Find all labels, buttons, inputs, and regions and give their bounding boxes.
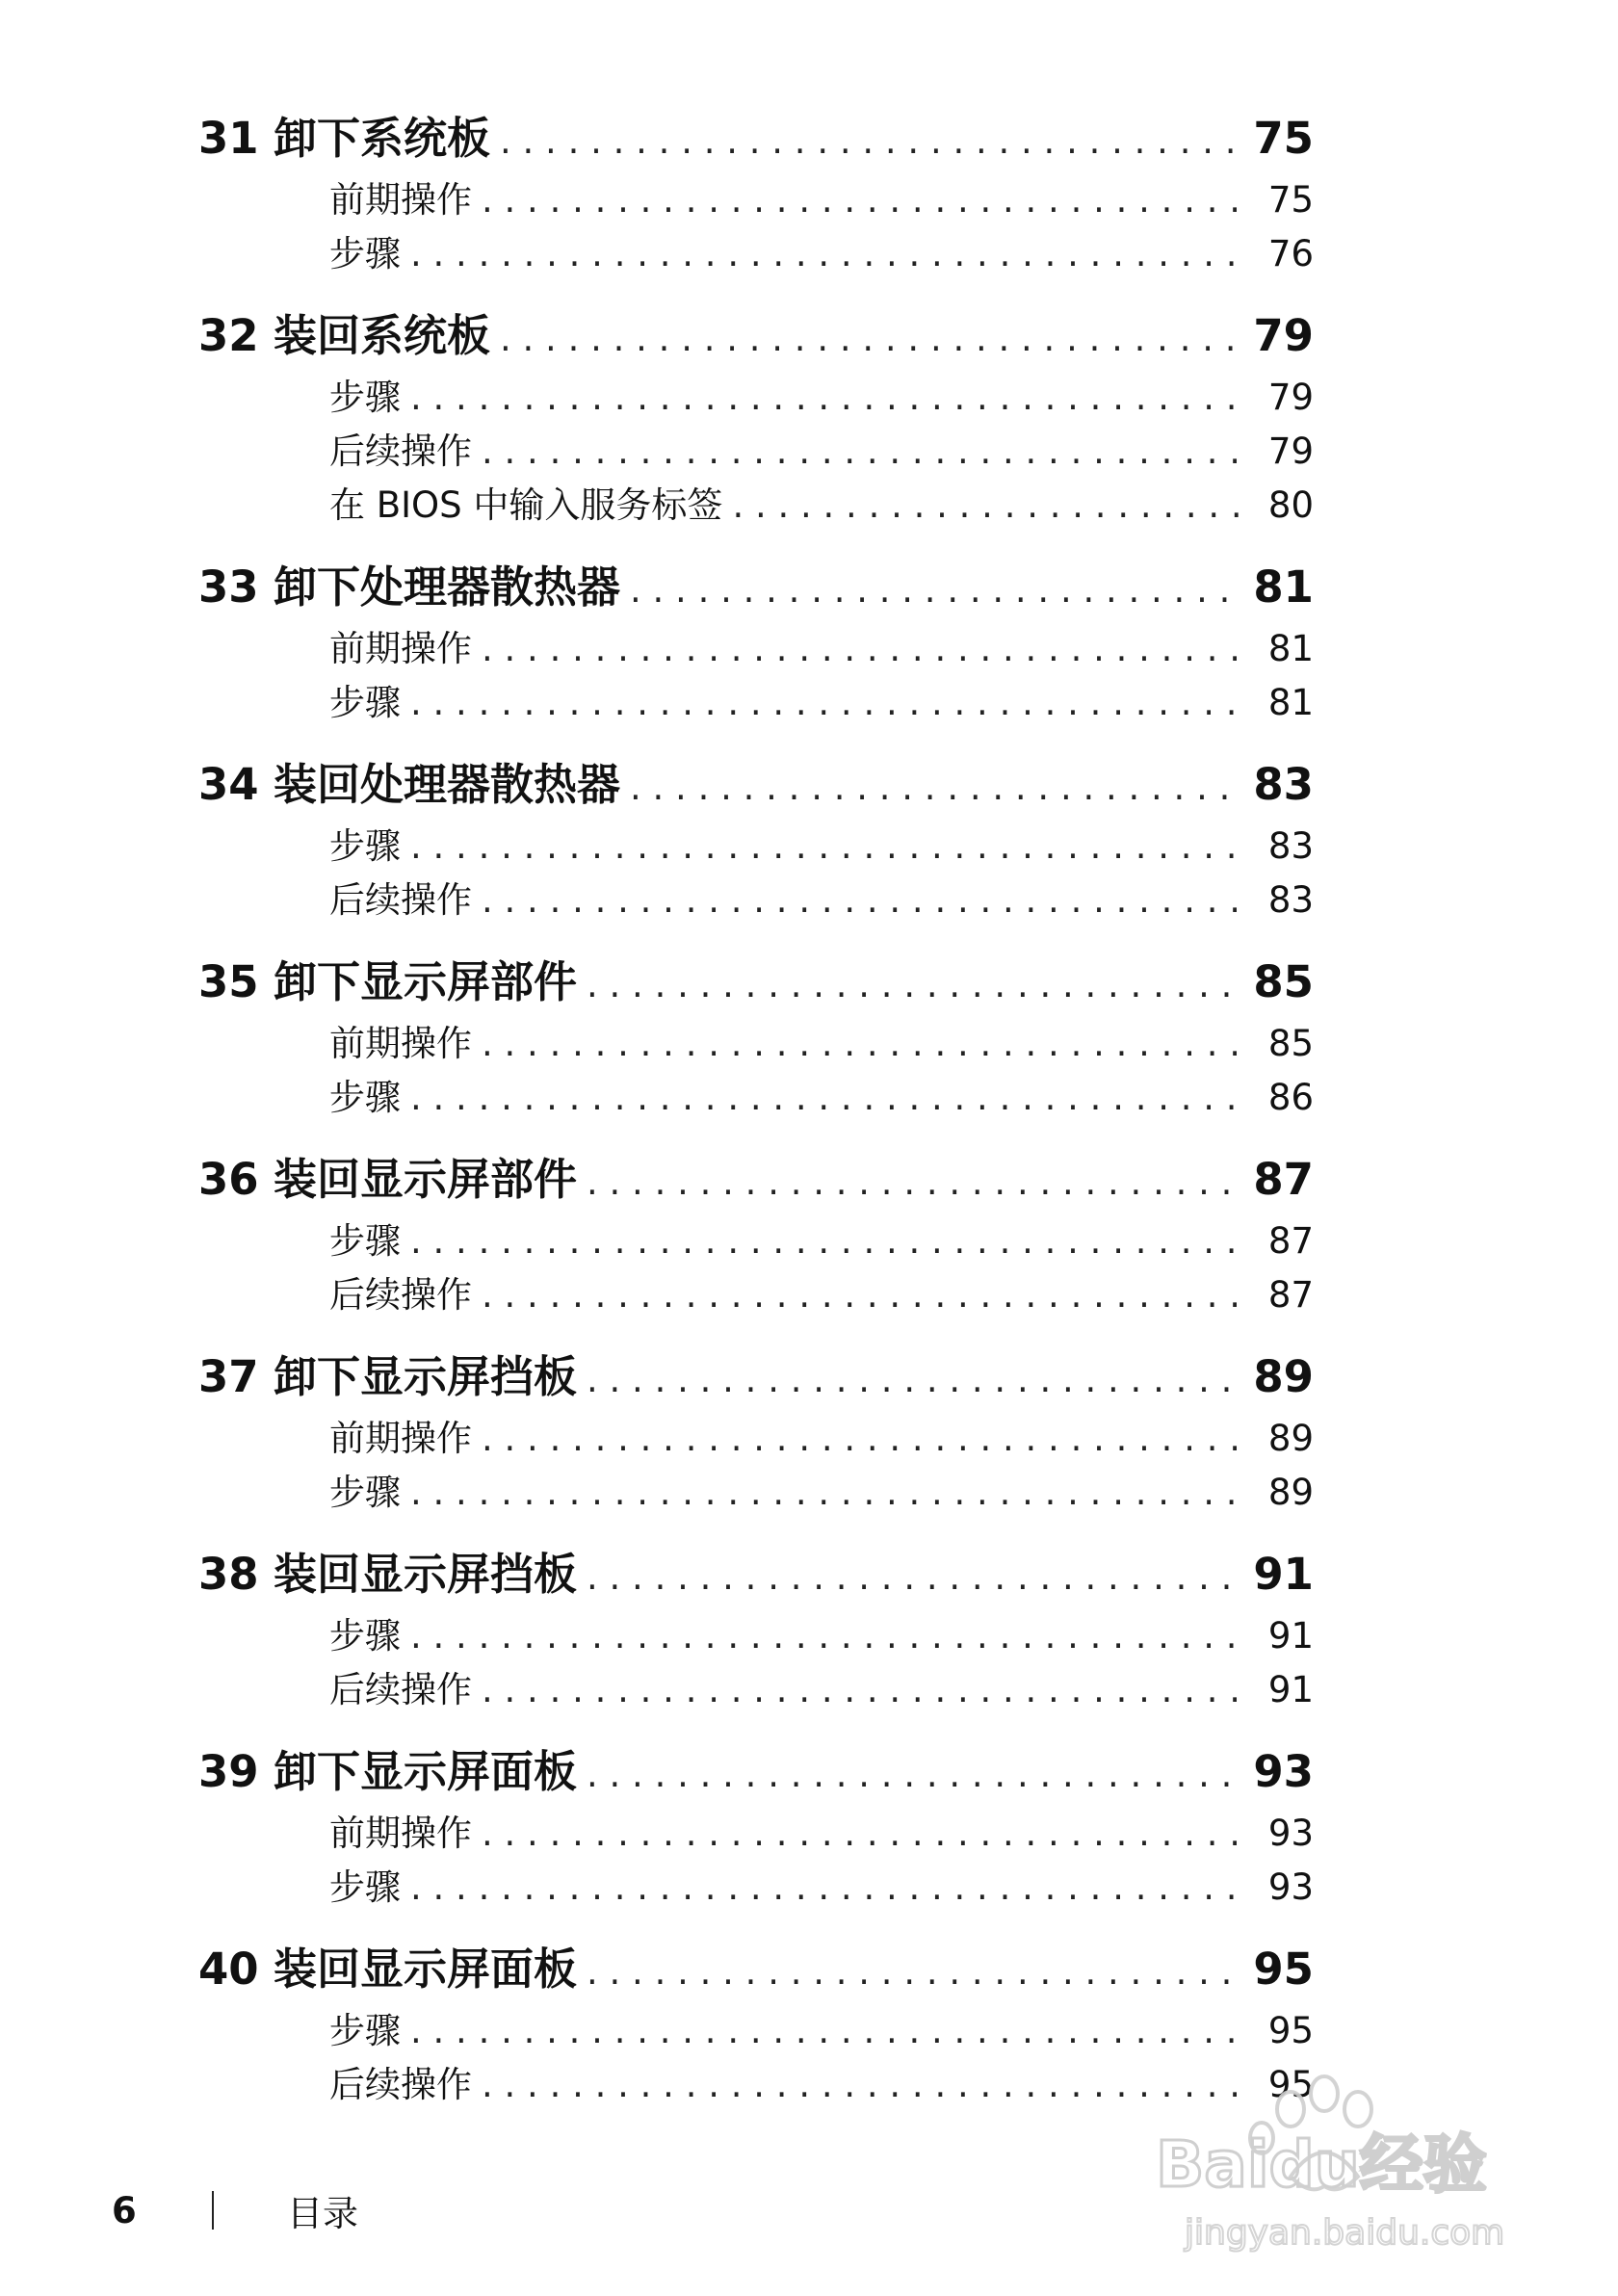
toc-section-entry[interactable] [198,227,1314,281]
dot-leader [410,371,1248,425]
section-title: 步骤 [329,1866,401,1908]
dot-leader [410,676,1248,730]
toc-section-entry[interactable] [198,820,1314,874]
toc-chapter-entry[interactable] [198,1343,1314,1412]
dot-leader [410,1861,1248,1915]
chapter-page-number: 85 [1253,956,1314,1007]
dot-leader [410,1071,1248,1125]
dot-leader [410,227,1248,281]
chapter-page-number: 81 [1253,561,1314,613]
section-page-number: 76 [1267,233,1314,274]
section-title: 后续操作 [329,1669,472,1710]
chapter-title: 装回显示屏挡板 [274,1549,578,1600]
toc-chapter [198,301,1314,533]
dot-leader [587,1540,1243,1612]
dot-leader [410,1214,1248,1268]
section-title: 前期操作 [329,628,472,669]
section-title: 在 BIOS 中输入服务标签 [329,484,723,526]
chapter-page-number: 89 [1253,1351,1314,1402]
chapter-title: 卸下显示屏挡板 [274,1351,578,1402]
toc-section-entry[interactable] [198,173,1314,227]
watermark-brand: Baidu经验 [1156,2127,1487,2202]
chapter-title: 装回显示屏面板 [274,1944,578,1995]
section-title: 后续操作 [329,2064,472,2105]
section-title: 前期操作 [329,1813,472,1854]
dot-leader [587,1935,1243,2007]
section-page-number: 79 [1267,430,1314,472]
section-page-number: 95 [1267,2010,1314,2051]
chapter-title: 装回系统板 [274,310,491,361]
section-page-number: 93 [1267,1866,1314,1908]
section-title: 前期操作 [329,1418,472,1459]
toc-chapter [198,553,1314,730]
section-page-number: 83 [1267,825,1314,867]
section-title: 后续操作 [329,430,472,472]
dot-leader [482,1017,1248,1071]
toc-section-entry[interactable] [198,1412,1314,1466]
dot-leader [482,622,1248,676]
toc-chapter-entry[interactable] [198,301,1314,371]
toc-chapter-entry[interactable] [198,1935,1314,2004]
chapter-page-number: 93 [1253,1746,1314,1797]
dot-leader [587,1737,1243,1810]
dot-leader [482,2058,1248,2112]
chapter-title: 卸下系统板 [274,113,491,164]
chapter-number: 38 [198,1549,259,1600]
dot-leader [482,173,1248,227]
toc-section-entry[interactable] [198,1663,1314,1717]
chapter-number: 33 [198,561,259,613]
section-page-number: 87 [1267,1274,1314,1316]
chapter-title: 装回显示屏部件 [274,1154,578,1205]
chapter-number: 31 [198,113,259,164]
toc-section-entry[interactable] [198,1609,1314,1663]
section-title: 后续操作 [329,879,472,921]
chapter-page-number: 75 [1253,113,1314,164]
chapter-number: 39 [198,1746,259,1797]
toc-chapter-entry[interactable] [198,1737,1314,1807]
dot-leader [410,1466,1248,1520]
dot-leader [482,1663,1248,1717]
dot-leader [587,1145,1243,1217]
dot-leader [410,820,1248,874]
baidu-watermark [1146,2061,1551,2263]
toc-chapter [198,750,1314,927]
toc-section-entry[interactable] [198,425,1314,479]
chapter-number: 35 [198,956,259,1007]
table-of-contents [198,104,1314,2132]
toc-section-entry[interactable] [198,622,1314,676]
section-page-number: 95 [1267,2064,1314,2105]
toc-chapter [198,104,1314,281]
chapter-page-number: 79 [1253,310,1314,361]
dot-leader [630,750,1243,822]
section-title: 步骤 [329,825,401,867]
dot-leader [500,104,1243,176]
chapter-page-number: 95 [1253,1944,1314,1995]
toc-section-entry[interactable] [198,874,1314,927]
section-page-number: 89 [1267,1472,1314,1513]
toc-section-entry[interactable] [198,1017,1314,1071]
section-page-number: 91 [1267,1615,1314,1657]
chapter-title: 卸下处理器散热器 [274,561,621,613]
section-title: 步骤 [329,2010,401,2051]
section-title: 步骤 [329,1220,401,1262]
watermark-url: jingyan.baidu.com [1185,2213,1505,2253]
chapter-number: 34 [198,759,259,810]
chapter-page-number: 91 [1253,1549,1314,1600]
chapter-title: 装回处理器散热器 [274,759,621,810]
dot-leader [630,553,1243,625]
section-page-number: 89 [1267,1418,1314,1459]
dot-leader [587,1343,1243,1415]
toc-chapter-entry[interactable] [198,1145,1314,1214]
toc-section-entry[interactable] [198,1466,1314,1520]
toc-section-entry[interactable] [198,1861,1314,1915]
section-title: 步骤 [329,682,401,723]
dot-leader [482,1268,1248,1322]
toc-section-entry[interactable] [198,1214,1314,1268]
chapter-number: 36 [198,1154,259,1205]
footer-section-title: 目录 [287,2193,358,2234]
section-title: 步骤 [329,233,401,274]
dot-leader [482,1412,1248,1466]
chapter-page-number: 83 [1253,759,1314,810]
footer-page-number: 6 [112,2189,137,2231]
toc-section-entry[interactable] [198,1268,1314,1322]
section-page-number: 93 [1267,1813,1314,1854]
section-page-number: 85 [1267,1023,1314,1064]
dot-leader [482,1807,1248,1861]
section-page-number: 86 [1267,1077,1314,1118]
section-page-number: 75 [1267,179,1314,221]
toc-chapter [198,948,1314,1125]
toc-chapter-entry[interactable] [198,948,1314,1017]
dot-leader [482,425,1248,479]
toc-chapter [198,1737,1314,1915]
section-page-number: 80 [1267,484,1314,526]
toc-chapter [198,1343,1314,1520]
toc-chapter [198,1540,1314,1717]
chapter-number: 32 [198,310,259,361]
toc-section-entry[interactable] [198,479,1314,533]
dot-leader [410,2004,1248,2058]
section-title: 步骤 [329,1077,401,1118]
section-title: 前期操作 [329,179,472,221]
dot-leader [482,874,1248,927]
section-title: 步骤 [329,377,401,418]
section-title: 后续操作 [329,1274,472,1316]
toc-section-entry[interactable] [198,1807,1314,1861]
section-page-number: 87 [1267,1220,1314,1262]
section-page-number: 91 [1267,1669,1314,1710]
page-footer [112,2184,358,2236]
dot-leader [732,479,1248,533]
chapter-page-number: 87 [1253,1154,1314,1205]
chapter-title: 卸下显示屏面板 [274,1746,578,1797]
toc-chapter-entry[interactable] [198,750,1314,820]
dot-leader [587,948,1243,1020]
toc-chapter [198,1145,1314,1322]
section-page-number: 81 [1267,682,1314,723]
toc-section-entry[interactable] [198,371,1314,425]
chapter-title: 卸下显示屏部件 [274,956,578,1007]
toc-section-entry[interactable] [198,2004,1314,2058]
section-page-number: 79 [1267,377,1314,418]
chapter-number: 40 [198,1944,259,1995]
dot-leader [500,301,1243,374]
section-page-number: 81 [1267,628,1314,669]
dot-leader [410,1609,1248,1663]
chapter-number: 37 [198,1351,259,1402]
section-title: 步骤 [329,1615,401,1657]
toc-chapter-entry[interactable] [198,553,1314,622]
section-page-number: 83 [1267,879,1314,921]
toc-chapter-entry[interactable] [198,1540,1314,1609]
toc-section-entry[interactable] [198,1071,1314,1125]
toc-chapter-entry[interactable] [198,104,1314,173]
toc-section-entry[interactable] [198,676,1314,730]
section-title: 前期操作 [329,1023,472,1064]
footer-separator [212,2191,214,2230]
section-title: 步骤 [329,1472,401,1513]
